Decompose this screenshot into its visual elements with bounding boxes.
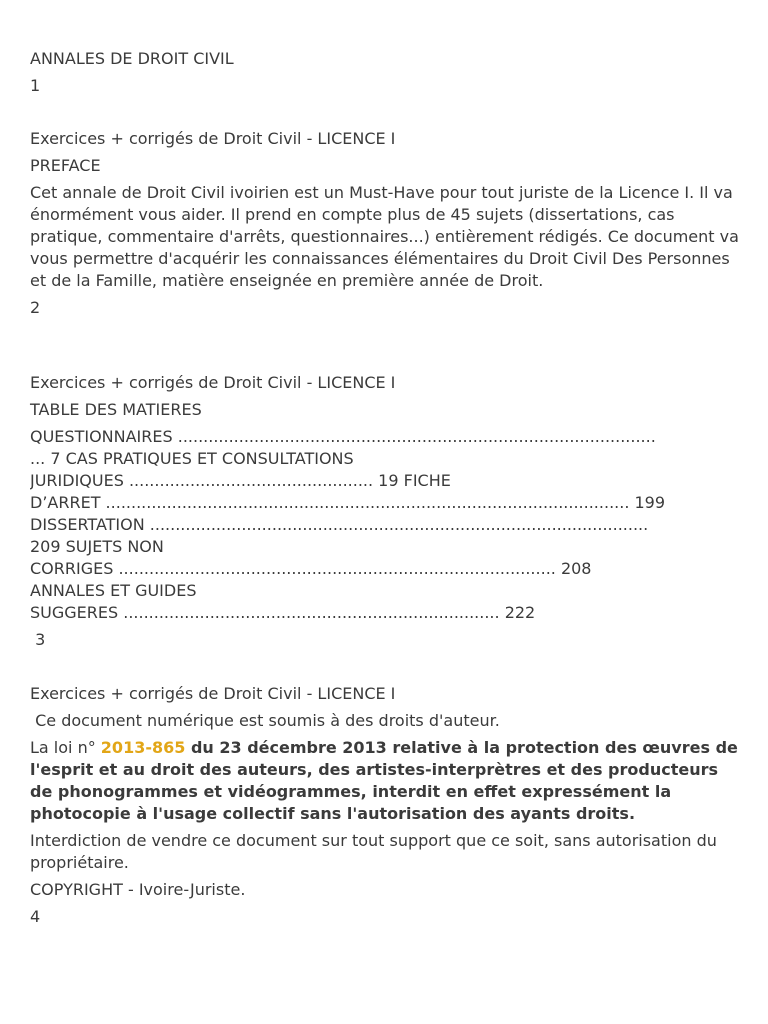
- section-title-preface: PREFACE: [30, 156, 101, 175]
- copyright-notice: Ce document numérique est soumis à des droits d'auteur.: [30, 711, 500, 730]
- table-of-contents: [30, 426, 740, 624]
- copyright-line: COPYRIGHT - Ivoire-Juriste.: [30, 880, 246, 899]
- toc-line: JURIDIQUES ................................................ 19 FICHE: [30, 471, 451, 490]
- page-3: [30, 372, 740, 651]
- toc-line: CORRIGES ...................................................................................... 208: [30, 559, 592, 578]
- toc-line: ... 7 CAS PRATIQUES ET CONSULTATIONS: [30, 449, 354, 468]
- page-1: [30, 48, 740, 97]
- toc-line: 209 SUJETS NON: [30, 537, 164, 556]
- page-number: 1: [30, 76, 41, 95]
- law-number-link[interactable]: 2013-865: [100, 738, 186, 757]
- toc-line: ANNALES ET GUIDES: [30, 581, 197, 600]
- page-4: [30, 683, 740, 928]
- law-paragraph: [30, 737, 740, 825]
- document-title: ANNALES DE DROIT CIVIL: [30, 49, 234, 68]
- toc-line: QUESTIONNAIRES ..............................................................................................: [30, 427, 656, 446]
- page-header: Exercices + corrigés de Droit Civil - LICENCE I: [30, 684, 396, 703]
- section-title-toc: TABLE DES MATIERES: [30, 400, 202, 419]
- law-prefix: La loi n°: [30, 738, 101, 757]
- preface-paragraph: Cet annale de Droit Civil ivoirien est un Must-Have pour tout juriste de la Licence I. Il va énormément vous aider. Il prend en compte plus de 45 sujets (dissertations, cas pratique, commentaire d'arrêts, questionnaires...) entièrement rédigés. Ce document va vous permettre d'acquérir les connaissances élémentaires du Droit Civil Des Personnes et de la Famille, matière enseignée en première année de Droit.: [30, 183, 739, 290]
- sale-prohibition: Interdiction de vendre ce document sur tout support que ce soit, sans autorisation du propriétaire.: [30, 831, 717, 872]
- law-text: du 23 décembre 2013 relative à la protection des œuvres de l'esprit et au droit des auteurs, des artistes-interprètres et des producteurs de phonogrammes et vidéogrammes, interdit en effet expressément la photocopie à l'usage collectif sans l'autorisation des ayants droits.: [30, 738, 738, 823]
- page-number: 2: [30, 298, 41, 317]
- page-2: [30, 128, 740, 319]
- toc-line: SUGGERES .......................................................................... 222: [30, 603, 536, 622]
- page-number: 4: [30, 907, 41, 926]
- toc-line: D’ARRET ....................................................................................................... 199: [30, 493, 666, 512]
- page-header: Exercices + corrigés de Droit Civil - LICENCE I: [30, 373, 396, 392]
- page-header: Exercices + corrigés de Droit Civil - LICENCE I: [30, 129, 396, 148]
- toc-line: DISSERTATION ..................................................................................................: [30, 515, 649, 534]
- page-number: 3: [30, 630, 46, 649]
